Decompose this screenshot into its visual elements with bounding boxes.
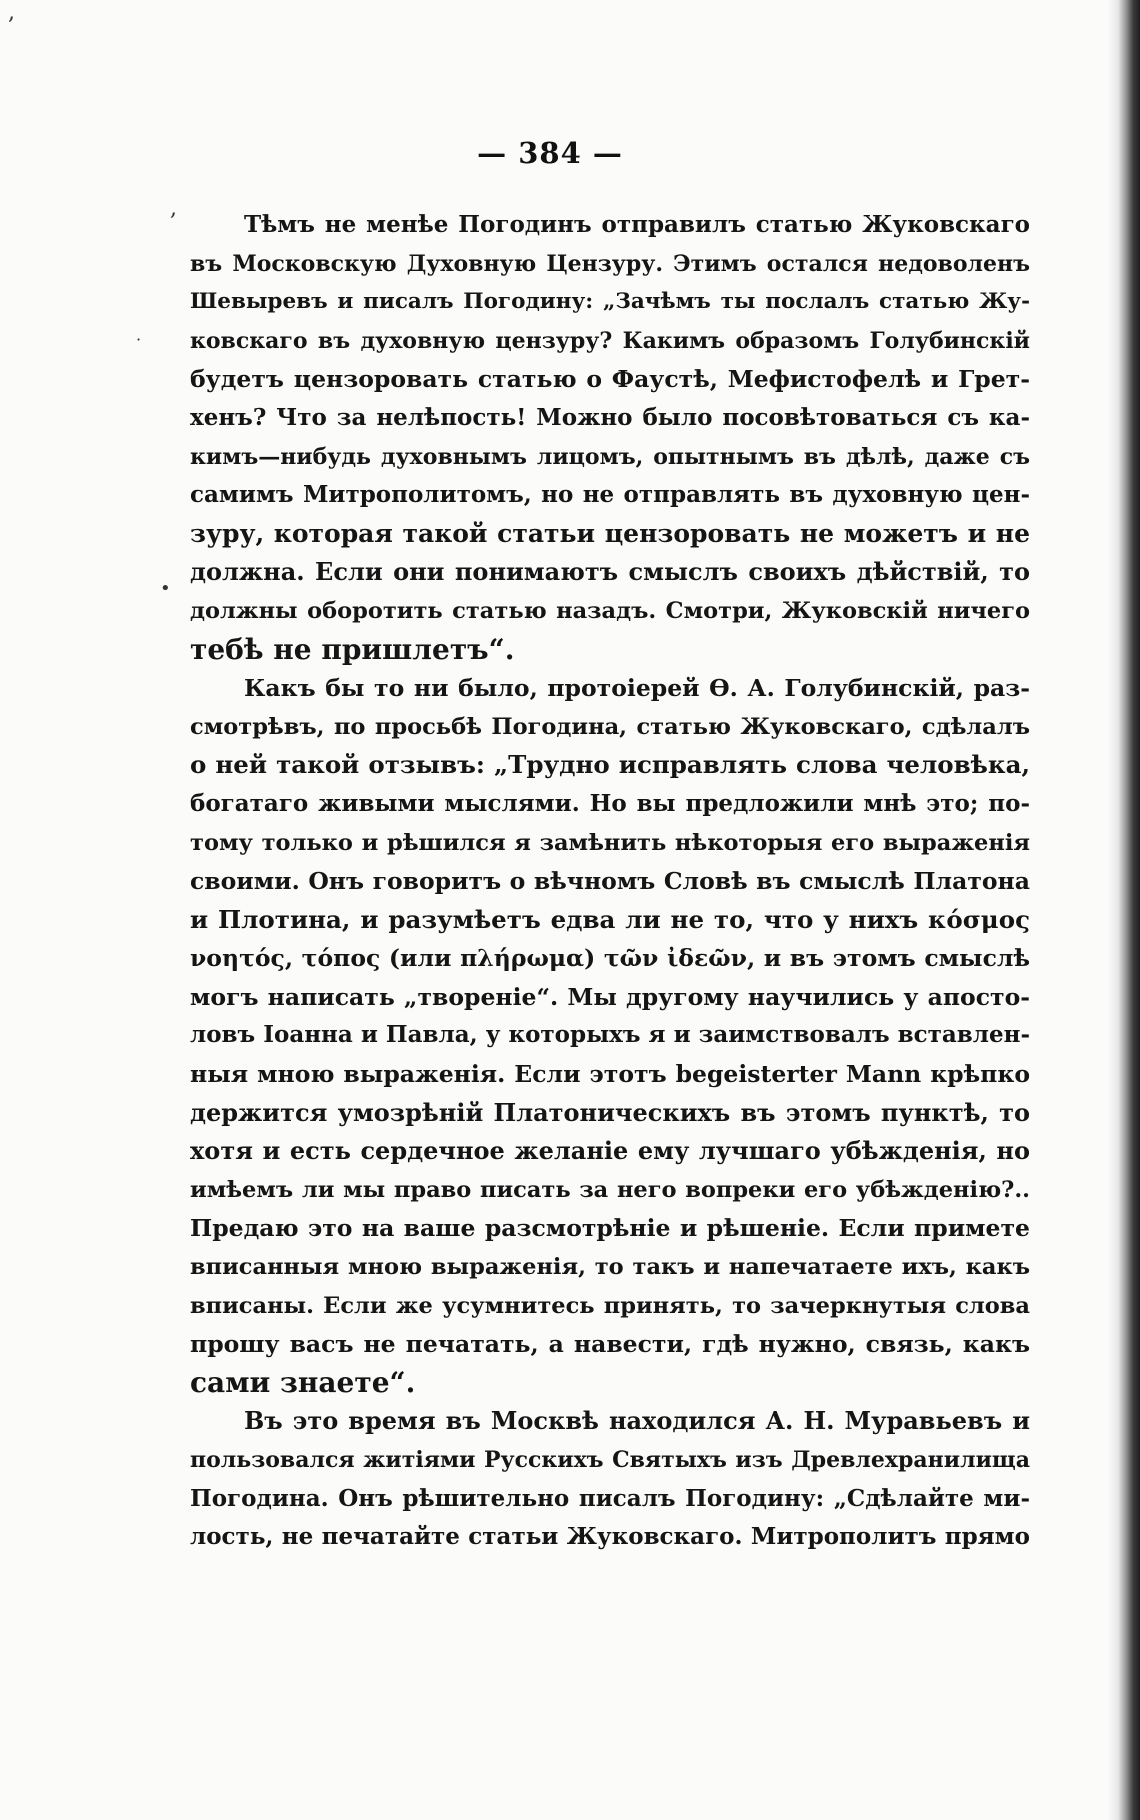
text-line: должна. Если они понимаютъ смыслъ своихъ дѣйствій, то [190,557,1030,587]
text-line: имѣемъ ли мы право писать за него вопреки его убѣжденію?.. [190,1176,1030,1203]
text-line: хотя и есть сердечное желаніе ему лучшаго убѣжденія, но [190,1136,1030,1166]
scan-speck: , [8,0,15,25]
text-line: лость, не печатайте статьи Жуковскаго. Митрополитъ прямо [190,1523,1030,1551]
text-line: Предаю это на ваше разсмотрѣніе и рѣшеніе. Если примете [190,1214,1030,1243]
text-line: кимъ—нибудь духовнымъ лицомъ, опытнымъ въ дѣлѣ, даже съ [190,443,1030,470]
text-line: сами знаете“. [190,1365,416,1399]
text-line: тебѣ не пришлетъ“. [190,632,515,666]
text-line: Погодина. Онъ рѣшительно писалъ Погодину: „Сдѣлайте ми- [190,1484,1030,1512]
text-line: самимъ Митрополитомъ, но не отправлять въ духовную цен- [190,481,1030,509]
text-line: ныя мною выраженія. Если этотъ begeisterter Mann крѣпко [190,1060,1030,1089]
text-line: о ней такой отзывъ: „Трудно исправлять слова человѣка, [190,750,1030,780]
text-line: и Плотина, и разумѣетъ едва ли не то, что у нихъ κόσμος [190,904,1030,934]
scan-speck: , [170,196,177,221]
text-line: должны оборотить статью назадъ. Смотри, Жуковскій ничего [190,597,1030,624]
text-line: богатаго живыми мыслями. Но вы предложили мнѣ это; по- [190,789,1030,817]
scan-edge [1118,0,1140,1820]
text-line: своими. Онъ говоритъ о вѣчномъ Словѣ въ смыслѣ Платона [190,867,1030,896]
text-line: пользовался житіями Русскихъ Святыхъ изъ Древлехранилища [190,1447,1030,1473]
scan-speck: • [160,578,171,599]
text-line: держится умозрѣній Платоническихъ въ этомъ пунктѣ, то [190,1097,1030,1127]
text-line: прошу васъ не печатать, а навести, гдѣ нужно, связь, какъ [190,1330,1030,1359]
text-line: могъ написать „твореніе“. Мы другому научились у апосто- [190,982,1030,1011]
text-line: Тѣмъ не менѣе Погодинъ отправилъ статью Жуковскаго [244,211,1030,238]
text-line: вписаны. Если же усумнитесь принять, то зачеркнутыя слова [190,1292,1030,1319]
body-text [190,206,1030,1557]
text-line: въ Московскую Духовную Цензуру. Этимъ остался недоволенъ [190,250,1030,277]
text-line: Шевыревъ и писалъ Погодину: „Зачѣмъ ты послалъ статью Жу- [190,289,1030,315]
text-line: тому только и рѣшился я замѣнить нѣкоторыя его выраженія [190,829,1030,856]
scan-shadow [1108,0,1118,1820]
scan-speck: · [136,330,142,349]
text-line: Какъ бы то ни было, протоіерей Ѳ. А. Голубинскій, раз- [244,674,1030,703]
text-line: ловъ Іоанна и Павла, у которыхъ я и заимствовалъ вставлен- [190,1021,1030,1049]
text-line: зуру, которая такой статьи цензоровать не можетъ и не [190,518,1030,548]
page-number: — 384 — [477,136,623,170]
text-line: будетъ цензоровать статью о Фаустѣ, Мефистофелѣ и Грет- [190,365,1030,394]
text-line: ковскаго въ духовную цензуру? Какимъ образомъ Голубинскій [190,327,1030,354]
text-line: хенъ? Что за нелѣпость! Можно было посовѣтоваться съ ка- [190,403,1030,431]
text-line: νοητός, τόπος (или πλήρωμα) τῶν ἰδεῶν, и въ этомъ смыслѣ [190,944,1030,973]
text-line: Въ это время въ Москвѣ находился А. Н. Муравьевъ и [244,1406,1030,1436]
text-line: вписанныя мною выраженія, то такъ и напечатаете ихъ, какъ [190,1254,1030,1281]
text-line: смотрѣвъ, по просьбѣ Погодина, статью Жуковскаго, сдѣлалъ [190,713,1030,740]
